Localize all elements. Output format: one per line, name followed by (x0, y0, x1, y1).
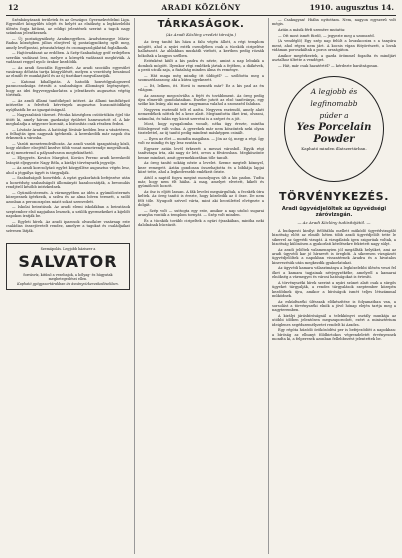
story-paragraph: — Csakugyan! Hiába nyitottam. Nem, nagyon egyszerű volt mégis. (272, 18, 396, 27)
ad-brand-name: SALVATOR (18, 252, 118, 272)
ad-footer: Kapható gyógyszertárakban és ásványvízkereskedésekben. (17, 281, 119, 286)
column-middle (138, 18, 264, 554)
ad-brand-name: Yes Porcelain (296, 122, 372, 133)
story-paragraph: — Itt, lelkem, itt. Hová is mennék már? Ez a kis pad az én világom. (138, 83, 264, 93)
story-paragraph: Amikor megérkeztek, a gazda örömmel fogadta és mindjárt asztalhoz ültette a vendéget. (272, 53, 396, 62)
story-paragraph: Aztán a másik férfi szemére mutatta: (278, 28, 346, 32)
news-paragraph: — Vasúti menetrendváltozás. Az aradi vasúti igazgatóság közli, hogy október elsejétől kezdve több vonat menetrendje megváltozik, az új menetrend a pályaudvaron megtekinthető. (6, 142, 130, 155)
story-paragraph: — Szép volt — suttogta egy este, amikor a nap utolsó sugarai aranyba vonták a templom tornyát. — Szép volt minden. (138, 208, 264, 218)
article-paragraph: A királyi járásbíróságnál a telekkönyvi osztály munkája az utóbbi időben jelentősen megszaporodott, ezért a minisztérium ideiglenes segédszemélyzetet rendelt ki Aradra. (272, 314, 396, 327)
ad-line: A legjobb és (310, 87, 358, 96)
news-paragraph: — Az aradi Szociális Egyesület. Az aradi szociális egyesület vasárnap délután tartja közgyűlését, melyen a vezetőség beszámol az elmúlt év munkájáról és az új tisztikart megválasztják. (6, 65, 130, 79)
news-paragraph: — Az aradi korcsolyázó egylet közgyűlése augusztus végén lesz, ahol a jégpálya ügyét is tárgyalják. (6, 166, 130, 175)
article-paragraph: Az ügyvédi kamara választmánya a legközelebbi ülésén veszi fel őket a kamara tagjainak névjegyzékébe, amelyről a kamarai elnökség a vármegyei és városi hatóságokat is értesíti. (272, 266, 396, 280)
article-paragraph: Egy régóta húzódó örökösödési per is befejeződött a napokban: a bíróság az elhunyt földbirtokos végrendeletét érvényesnek mondta ki, a felperesek azonban fellebbezést jelentettek be. (272, 328, 396, 342)
story-paragraph: Az öreg tanító sokáig nézte a levelet. Szeme megtelt könnyel, keze remegett. Aztán gondosan összehajtotta és a bibliája lapjai közé tette, ahol a legkedvesebb emlékeit őrizte. (138, 161, 264, 175)
news-paragraph: — Szabadságolt honvédek. A nyári gyakorlatok befejezése után a honvédség szabadságolt állományát hazabocsátják, a bevonulás rendjéről később intézkednek. (6, 176, 130, 190)
ad-footer: Kapható minden illatszertárban. (301, 146, 367, 151)
news-paragraph: — Gyümölcstermés. A vármegyében az idén a gyümölcstermés közepesnek ígérkezik, a szilva és az alma bőven termett, a szőlő azonban a peronoszpóra miatt sokat szenvedett. (6, 190, 130, 204)
story-paragraph: — Hát, már csak hazatértél? — kérdezte barátságosan. (278, 63, 379, 68)
news-paragraph: — Új postaügynökség Aradmegyében. Aradvármegye Mária-Radna községben július elsejével új postaügynökség nyílt meg, amely levélpostai, pénzutalványi és csomagszolgálattal foglalkozik. (6, 36, 130, 50)
powder-advertisement (278, 74, 390, 184)
salvator-advertisement (6, 243, 130, 290)
story-paragraph: (A vendéglő) Egy szép nap felült a lovaskocsira s a tanyára ment, ahol régen nem járt. A kocsis vígan fütyörészett, a lovak vidáman poroszkáltak a poros országúton. (272, 39, 396, 52)
story-paragraph: Attól a naptól fogva megint mosolyogva ült a kis padon. Tudta már, hogy nem élt hiába. A mag, amelyet elvetett, kikelt és gyümölcsöt hozott. (138, 175, 264, 189)
story-paragraph: — Hát maga még mindig itt üldögél? — szólította meg a szomszédasszony, aki a kútra igyekezett. (138, 73, 264, 83)
ad-line: púder a (319, 111, 349, 120)
news-paragraph: — Nagyszabású tűzeset. Pécska községben csütörtökön éjjel tűz ütött ki, amely három gazdasági épületet hamvasztott el. A kár meghaladja a négyezer koronát, a biztosítás csak részben fedezi. (6, 113, 130, 127)
news-paragraph: — Egyleti hírek. Az aradi iparosok olvasóköre vasárnap este családias összejövetelt rendez, amelyre a tagokat és családjaikat szívesen látják. (6, 219, 130, 233)
story-paragraph: Negyven esztendő telt el azóta. Negyven esztendő, amely alatt nemzedékek nőttek fel a keze alatt. Megtanította őket írni, olvasni, számolni, és talán egy kicsit szeretni is a szépet és a jót. (138, 108, 264, 121)
story-paragraph: Egyszer aztán levél érkezett a messzi városból. Egyik régi tanítványa írta, aki nagy úr lett, orvos a fővárosban. Megköszönte benne mindazt, amit gyermekkorában tőle tanult. (138, 146, 264, 160)
section-title: TÁRKASÁGOK. (157, 19, 245, 30)
news-paragraph: — Lóvásár Aradon. A hatósági lóvásár kedden lesz a vásártéren, a felhajtás igen nagynak ígérkezik. A kereskedők már napok óta érkeznek a városba. (6, 127, 130, 141)
story-paragraph: — Ott most ismét fürdő, — jegyezte meg a szomszéd. (278, 33, 375, 38)
ad-top-line: Szemápolás. Legjobb háziszer a (40, 246, 96, 251)
ad-line: legfinomabb (310, 99, 358, 108)
story-paragraph: Az ősz is eljött lassan. A fák levelei megsárgultak, a fecskék útra keltek. Az öreg tanító is érezte, hogy közeledik az ő ősze. De nem félt tőle. Nyugodt szívvel várta, mint aki becsülettel elvégezte a dolgát. (138, 190, 264, 208)
story-paragraph: Az öreg tanító kis háza a falu végén állott, a régi templom mögött, ahol a nyári esték csendjében csak a tücskök ciripelése hallatszott. Az ablakban muskátli virított, a kertben pedig rózsák bókoltak a langyos szélben. (138, 40, 264, 58)
news-paragraph: — Hajtóvadászat az erdőben. A Szép-Szabadságy gróf erdejében szerdán vadászat lesz, melyre a környék vadászait meghívták. A vadászat reggel nyolc órakor kezdődik. (6, 51, 130, 65)
news-paragraph: — Az aradi állami tanítóképző intézet. Az állami tanítóképző intézetbe a felvételi kérvények augusztus huszonötödikéig nyújthatók be az igazgatóságnál. (6, 98, 130, 112)
article-paragraph: A budapesti királyi ítélőtábla mellett működő ügyvédvizsgáló bizottság előtt az elmúlt héten több aradi ügyvédjelölt tette le sikerrel az ügyvédi vizsgát. A vizsgálatok igen szigorúak voltak, a bizottság különösen a gyakorlati kérdésekre fektetett nagy súlyt. (272, 228, 396, 247)
header-rule (6, 15, 396, 16)
ad-text (278, 86, 390, 152)
page-header (8, 3, 394, 15)
story-paragraph: Most, hogy nyugalomba vonult, néha úgy érezte, mintha fölöslegessé vált volna. A gyerekek már nem köszöntek neki olyan tisztelettel, az új tanító pedig mindent másképpen csinált. (138, 122, 264, 136)
story-paragraph: És a tücskök tovább ciripeltek a nyári éjszakában, mintha neki dalolnának búcsúzót. (138, 218, 264, 228)
article-paragraph: A törvényszéki hírek szerint a nyári szünet alatt csak a sürgős ügyeket tárgyalják, a rendes tárgyalások szeptember közepén kezdődnek újra, amikor a bíróságok ismét teljes létszámmal működnek. (272, 280, 396, 299)
newspaper-title: ARADI KÖZLÖNY (161, 3, 241, 12)
column-divider (134, 18, 135, 554)
story-paragraph: Esténként kiült a kis padra és nézte, amint a nap lebukik a dombok mögött. Ilyenkor régi emlékek jártak a fejében, a diákévek, a pesti utcák zaja, a fiatalság minden álma és reménye. (138, 59, 264, 73)
news-items (6, 18, 130, 233)
news-paragraph: — Eljegyzés. Kovács Margitot, Kovács Ferenc aradi kereskedő leányát eljegyezte Nagy Béla, a királyi törvényszék jegyzője. (6, 156, 130, 165)
story-paragraph: Az asszony megcsóválta a fejét és továbbment. Az öreg pedig újra elmerült gondolataiban. Eszébe jutott az első tanítványa, egy szőke kis leány, aki ma már nagymama valahol a szomszéd faluban. (138, 93, 264, 107)
news-paragraph: Szénbányászati területek és az Országos Gyermekvédelmi Liga. Egyesület közgyűlés idejét és helyét az elnökség a legközelebbi ülésén fogja kitűzni, az eddigi jelentések szerint a tagok nagy számban jelentkeznek. (6, 18, 130, 36)
article-paragraph: Az esküdtszéki ülésszak előkészítése is folyamatban van, a sorsolást a törvényszéki elnök a jövő hónap elején tartja meg a nagyteremben. (272, 299, 396, 313)
column-divider (268, 18, 269, 554)
ad-mid-line: forrásvíz, kitűnő a vesebajok, a hólyag- és húgyutak megbetegedései ellen. (23, 273, 113, 282)
news-paragraph: — Iskolai beiratások. Az aradi elemi iskolákban a beiratások szeptember első napjaiban lesznek, a szülők gyermekeiket a kijelölt napokon íratják be. (6, 205, 130, 219)
column-right (272, 18, 396, 554)
column-left (6, 18, 130, 554)
article-byline: — Az Aradi Közlöny tudósítójától. — (297, 220, 371, 226)
story-paragraph: — Ilyen az élet — mondta magában. — Jön az új, megy a régi. Így volt ez mindig és így lesz ezután is. (138, 136, 264, 146)
news-paragraph: — Katonai kihallgatás. A hatodik honvédgyalogezred parancsnoksága értesíti a szabadságos állományú legénységet, hogy az idei fegyvergyakorlatra a jelentkezés augusztus végéig történik. (6, 80, 130, 98)
article-headline: Aradi ügyvédjelöltek az ügyvédségi záróvizsgán. (281, 206, 387, 219)
ad-line: Powder (313, 134, 355, 145)
section-title: TÖRVÉNYKEZÉS. (279, 190, 389, 203)
article-paragraph: Az aradi jelöltek valamennyien jól megállták helyüket, ami az aradi ügyvédi kar jó hírnevét is öregbíti. A sikeresen vizsgázott ügyvédjelöltek a napokban visszatérnek Aradra és a hivatalos kinevezésük után megkezdik gyakorlatukat. (272, 247, 396, 265)
issue-date: 1910. augusztus 14. (309, 3, 394, 12)
section-subtitle: (Az Aradi Közlöny eredeti tárcája.) (165, 32, 237, 37)
page-number: 12 (8, 3, 19, 12)
